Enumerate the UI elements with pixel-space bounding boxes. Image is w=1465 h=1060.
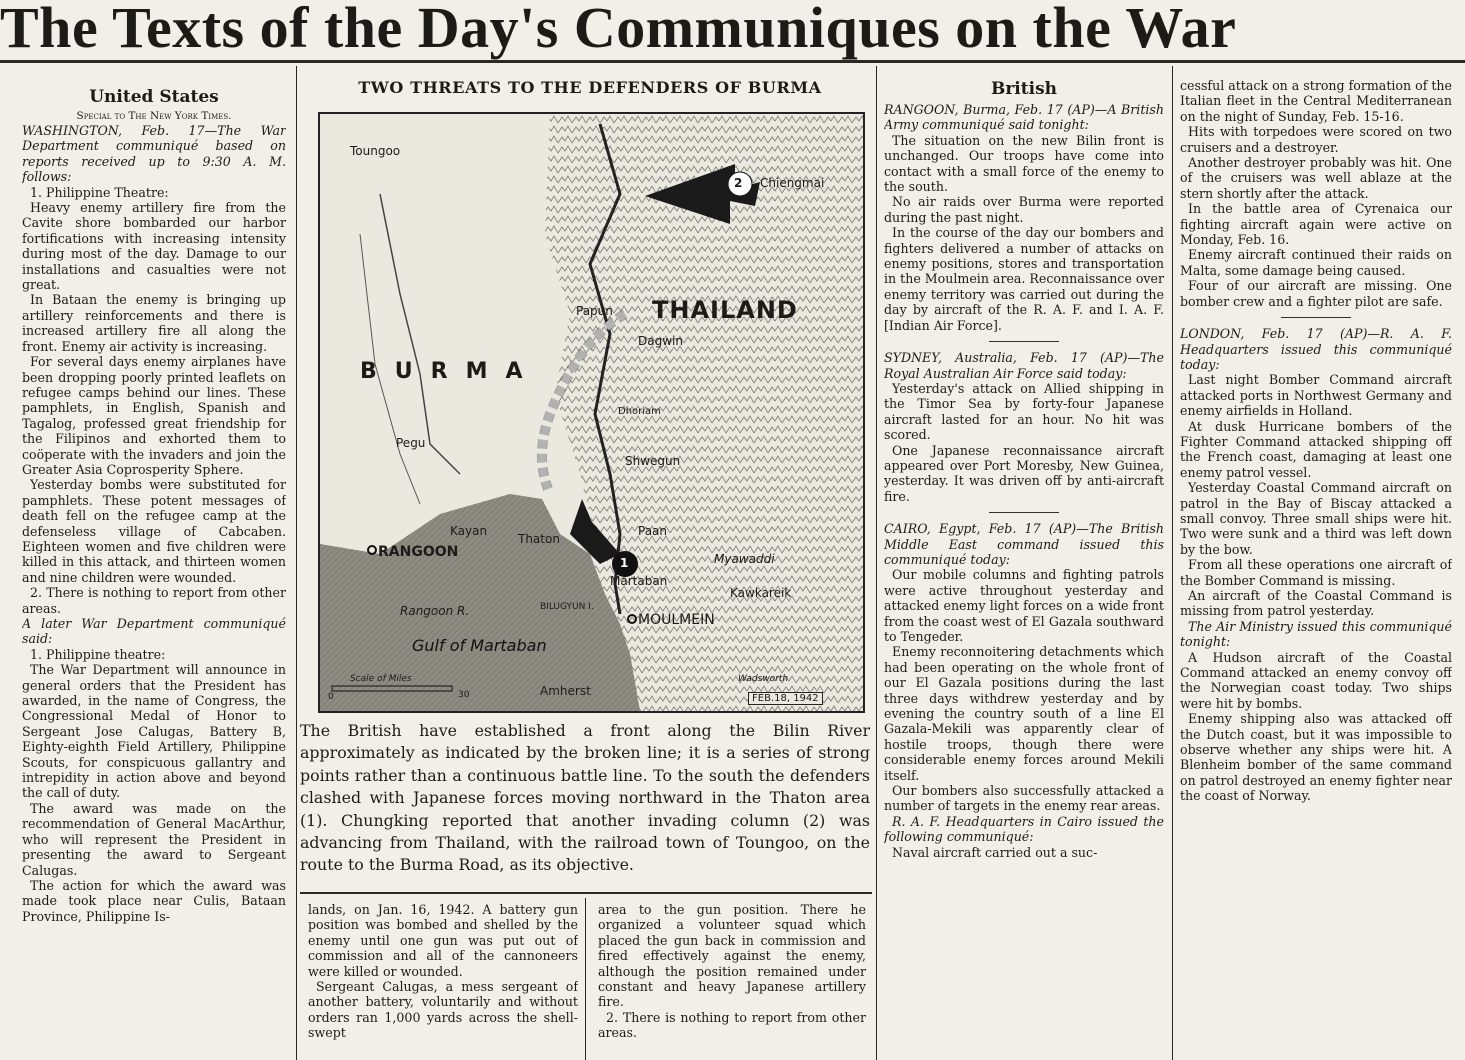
paragraph-raf-cairo: R. A. F. Headquarters in Cairo issued the following communiqué:: [884, 813, 1164, 845]
map-svg: [320, 114, 863, 711]
paragraph: From all these operations one aircraft of the Bomber Command is missing.: [1180, 557, 1452, 588]
paragraph: Naval aircraft carried out a suc-: [892, 844, 1098, 860]
column-calugas-end: [598, 902, 866, 1060]
paragraph: Four of our aircraft are missing. One bomber crew and a fighter pilot are safe.: [1180, 278, 1452, 309]
paragraph: In the course of the day our bombers and fighters delivered a number of attacks on enemy positions, stores and transportation in the Moulmein area. Reconnaissance over enemy territory was carried out during the day by aircraft of the R. A. F. and I. A. F. [Indian Air Force].: [884, 225, 1164, 333]
map-label-thaton: Thaton: [518, 532, 560, 546]
paragraph-later-communique: A later War Department communiqué said:: [22, 616, 286, 647]
map-label-rangoon: RANGOON: [378, 544, 459, 560]
paragraph: At dusk Hurricane bombers of the Fighter Command attacked shipping off the French coast, damaging at least one enemy patrol vessel.: [1180, 418, 1452, 480]
map-label-rangoon-river: Rangoon R.: [400, 604, 470, 618]
map-label-papun: Papun: [576, 304, 613, 318]
map-label-dhoriam: Dhoriam: [618, 406, 661, 417]
paragraph: Enemy reconnoitering detachments which had been operating on the whole front of our El Gazala positions during the last three days withdrew yesterday and by evening the country south of a line El Gazala-Mekili was apparently clear of hostile troops, though there were considerable enemy forces around Mekili itself.: [884, 644, 1164, 783]
paragraph: Sergeant Calugas, a mess sergeant of another battery, voluntarily and without orders ran 1,000 yards across the shell-swept: [308, 979, 578, 1041]
paragraph: 2. There is nothing to report from other areas.: [22, 585, 286, 616]
dateline-london: LONDON, Feb. 17 (AP)—R. A. F. Headquarters issued this communiqué today:: [1180, 326, 1452, 372]
map-arrow-1-label: 1: [620, 556, 629, 570]
column-rule-1: [296, 66, 297, 1060]
map-label-thailand: THAILAND: [652, 296, 798, 324]
paragraph: cessful attack on a strong formation of the Italian fleet in the Central Mediterranean on the night of Sunday, Feb. 15-16.: [1180, 78, 1452, 124]
paragraph-air-ministry: The Air Ministry issued this communiqué tonight:: [1180, 618, 1452, 650]
map-date-stamp: FEB.18, 1942: [748, 692, 823, 705]
map-label-burma: BURMA: [360, 359, 541, 384]
dateline-washington: WASHINGTON, Feb. 17—The War Department communiqué based on reports received up to 9:30 A. M. follows:: [22, 123, 286, 185]
paragraph: Yesterday's attack on Allied shipping in the Timor Sea by forty-four Japanese aircraft lasted for an hour. No hit was scored.: [884, 380, 1164, 443]
map-caption: The British have established a front along the Bilin River approximately as indicated by the broken line; it is a series of strong points rather than a continuous battle line. To the south the defenders clashed with Japanese forces moving northward in the Thaton area (1). Chungking reported that another invading column (2) was advancing from Thailand, with the railroad town of Toungoo, on the route to the Burma Road, as its objective.: [300, 721, 870, 875]
map-label-bilugyun: BILUGYUN I.: [540, 602, 594, 612]
special-credit: Special to The New York Times.: [76, 110, 232, 122]
map-artist-signature: Wadsworth: [738, 674, 789, 684]
map-scale-label: Scale of Miles: [350, 674, 412, 684]
map-label-shwegun: Shwegun: [625, 454, 681, 468]
paragraph: An aircraft of the Coastal Command is missing from patrol yesterday.: [1180, 588, 1452, 619]
map-label-martaban: Martaban: [610, 574, 668, 588]
separator: [989, 341, 1059, 342]
paragraph: The situation on the new Bilin front is unchanged. Our troops have come into contact with a small force of the enemy to the south.: [884, 132, 1164, 195]
dateline-rangoon: RANGOON, Burma, Feb. 17 (AP)—A British Army communiqué said tonight:: [884, 102, 1164, 133]
paragraph: Hits with torpedoes were scored on two cruisers and a destroyer.: [1180, 124, 1452, 155]
section-heading-british: British: [990, 79, 1058, 99]
map-label-dagwin: Dagwin: [638, 334, 683, 348]
dateline-sydney: SYDNEY, Australia, Feb. 17 (AP)—The Royal Australian Air Force said today:: [884, 350, 1164, 381]
map-figure: [318, 112, 865, 713]
paragraph: One Japanese reconnaissance aircraft appeared over Port Moresby, New Guinea, yesterday. It was driven off by anti-aircraft fire.: [884, 442, 1164, 504]
paragraph: Our bombers also successfully attacked a number of targets in the enemy rear areas.: [884, 783, 1164, 814]
column-united-states: [22, 84, 286, 1060]
map-scale-start: 0: [328, 692, 334, 702]
paragraph: Yesterday bombs were substituted for pamphlets. These potent messages of death fell on the refugee camp at the defenseless village of Cabcaben. Eighteen women and five children were killed in this attack, and thirteen women and nine children were wounded.: [22, 477, 286, 585]
map-arrow-2-label: 2: [734, 176, 743, 190]
paragraph: Yesterday Coastal Command aircraft on patrol in the Bay of Biscay attacked a small convoy. Three small ships were hit. Two were sunk and a third was left down by the bow.: [1180, 480, 1452, 557]
paragraph: lands, on Jan. 16, 1942. A battery gun position was bombed and shelled by the enemy until one gun was put out of commission and all of the cannoneers were killed or wounded.: [308, 902, 578, 979]
paragraph: For several days enemy airplanes have been dropping poorly printed leaflets on refugee camps behind our lines. These pamphlets, in English, Spanish and Tagalog, professed great friendship for the Filipinos and exhorted them to coöperate with the invaders and join the Greater Asia Coprosperity Sphere.: [22, 354, 286, 477]
map-label-kayan: Kayan: [450, 524, 488, 538]
paragraph: No air raids over Burma were reported during the past night.: [884, 194, 1164, 225]
headline-rule: [0, 60, 1465, 63]
dateline-cairo: CAIRO, Egypt, Feb. 17 (AP)—The British Middle East command issued this communiqué today:: [884, 521, 1164, 567]
paragraph: Last night Bomber Command aircraft attacked ports in Northwest Germany and enemy airfields in Holland.: [1180, 372, 1452, 419]
map-scale-end: 30: [458, 690, 470, 700]
paragraph: Our mobile columns and fighting patrols were active throughout yesterday and attacked enemy light forces on a wide front from the coast west of El Gazala southward to Tengeder.: [884, 567, 1164, 644]
map-label-kawkareik: Kawkareik: [730, 586, 792, 600]
paragraph: area to the gun position. There he organized a volunteer squad which placed the gun back in commission and fired effectively against the enemy, although the position remained under constant and heavy Japanese artillery fire.: [598, 902, 866, 1010]
map-label-gulf: Gulf of Martaban: [412, 636, 547, 655]
paragraph: Enemy shipping also was attacked off the Dutch coast, but it was impossible to observe whether any ships were hit. A Blenheim bomber of the same command on patrol destroyed an enemy fighter near the coast of Norway.: [1180, 711, 1452, 804]
column-rule-4: [585, 898, 586, 1060]
paragraph: Enemy aircraft continued their raids on Malta, some damage being caused.: [1180, 247, 1452, 278]
paragraph: 1. Philippine theatre:: [30, 646, 166, 662]
paragraph: 2. There is nothing to report from other areas.: [598, 1009, 866, 1041]
map-label-amherst: Amherst: [540, 684, 591, 698]
separator: [1281, 317, 1351, 318]
column-british-continued: [1180, 78, 1452, 1060]
section-heading-united-states: United States: [89, 87, 219, 107]
map-label-toungoo: Toungoo: [350, 144, 401, 158]
caption-bottom-rule: [300, 892, 872, 894]
paragraph: In the battle area of Cyrenaica our fighting aircraft again were active on Monday, Feb. 16.: [1180, 201, 1452, 248]
map-label-paan: Paan: [638, 524, 668, 538]
paragraph: Another destroyer probably was hit. One of the cruisers was well ablaze at the stern shortly after the attack.: [1180, 155, 1452, 201]
paragraph: The action for which the award was made took place near Culis, Bataan Province, Philippine Is-: [22, 877, 286, 924]
paragraph: 1. Philippine Theatre:: [30, 184, 169, 200]
column-calugas-continued: [308, 902, 578, 1060]
paragraph: In Bataan the enemy is bringing up artillery reinforcements and there is increased artillery fire all along the front. Enemy air activity is increasing.: [22, 292, 286, 354]
paragraph: Heavy enemy artillery fire from the Cavite shore bombarded our harbor fortifications with increasing intensity during most of the day. Damage to our installations and casualties were not great.: [22, 200, 286, 293]
separator: [989, 512, 1059, 513]
map-title: TWO THREATS TO THE DEFENDERS OF BURMA: [358, 78, 822, 97]
map-label-myawaddi: Myawaddi: [714, 552, 775, 566]
column-british: [884, 76, 1164, 1060]
column-rule-2: [876, 66, 877, 1060]
map-label-pegu: Pegu: [396, 436, 426, 450]
column-rule-3: [1172, 66, 1173, 1060]
map-label-moulmein: MOULMEIN: [638, 612, 715, 628]
map-label-chiengmai: Chiengmai: [760, 176, 825, 190]
paragraph: The War Department will announce in general orders that the President has awarded, in the name of Congress, the Congressional Medal of Honor to Sergeant Jose Calugas, Battery B, Eighty-eighth Field Artillery, Philippine Scouts, for conspicuous gallantry and intrepidity in action above and beyond the call of duty.: [22, 662, 286, 801]
paragraph: The award was made on the recommendation of General MacArthur, who will represent the President in presenting the award to Sergeant Calugas.: [22, 800, 286, 878]
paragraph: A Hudson aircraft of the Coastal Command attacked an enemy convoy off the Norwegian coast today. Two ships were hit by bombs.: [1180, 649, 1452, 711]
page-headline: The Texts of the Day's Communiques on the War: [0, 0, 1237, 60]
